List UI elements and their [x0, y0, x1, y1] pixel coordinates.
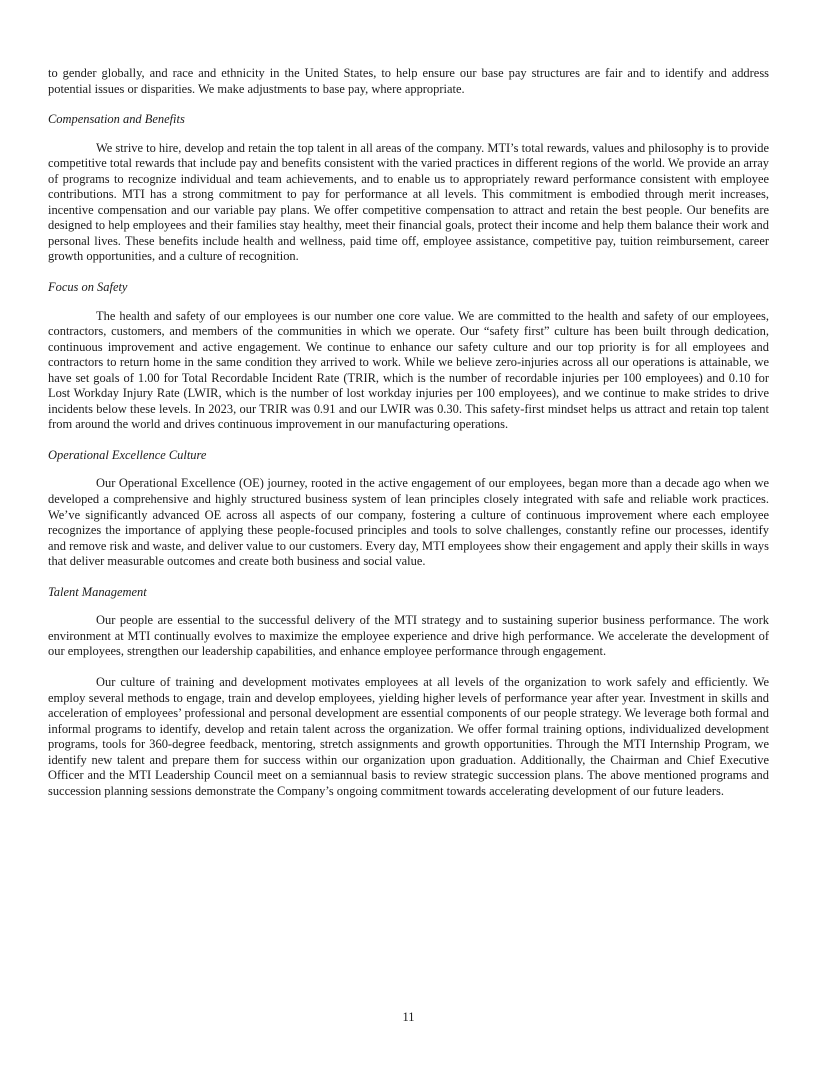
talent-management-paragraph-2: Our culture of training and development motivates employees at all levels of the organization to work safely and efficiently. We employ several methods to engage, train and develop employees, yielding higher levels of performance year after year. Investment in skills and acceleration of employees’ professional and personal development are essential components of our people strategy. We leverage both formal and informal programs to identify, develop and retain talent across the organization. We offer formal training options, individualized development programs, tools for 360-degree feedback, mentoring, stretch assignments and growth opportunities. Through the MTI Internship Program, we identify new talent and prepare them for success within our organization upon graduation. Additionally, the Chairman and Chief Executive Officer and the MTI Leadership Council meet on a semiannual basis to review strategic succession plans. The above mentioned programs and succession planning sessions demonstrate the Company’s ongoing commitment towards accelerating development of our future leaders. [48, 674, 769, 798]
section-heading-safety: Focus on Safety [48, 280, 128, 295]
section-heading-operational-excellence: Operational Excellence Culture [48, 447, 207, 462]
talent-management-paragraph-1: Our people are essential to the successful delivery of the MTI strategy and to sustaining superior business performance. The work environment at MTI continually evolves to maximize the employee experience and drive high performance. We accelerate the development of our employees, strengthen our leadership capabilities, and enhance employee performance through engagement. [48, 613, 769, 659]
page-number: 11 [402, 1010, 415, 1024]
section-heading-talent-management: Talent Management [48, 584, 147, 599]
intro-paragraph: to gender globally, and race and ethnicity in the United States, to help ensure our base pay structures are fair and to identify and address potential issues or disparities. We make adjustments to base pay, where appropriate. [48, 66, 769, 96]
operational-excellence-paragraph: Our Operational Excellence (OE) journey, rooted in the active engagement of our employees, began more than a decade ago when we developed a comprehensive and highly structured business system of lean principles closely integrated with safe and reliable work practices. We’ve significantly advanced OE across all aspects of our company, fostering a culture of continuous improvement where each employee recognizes the importance of applying these people-focused principles and tools to solve challenges, constantly refine our processes, identify and remove risk and waste, and deliver value to our customers. Every day, MTI employees show their engagement and apply their skills in ways that deliver measurable outcomes and create both business and social value. [48, 476, 769, 569]
section-heading-compensation: Compensation and Benefits [48, 112, 185, 127]
safety-paragraph: The health and safety of our employees is our number one core value. We are committed to the health and safety of our employees, contractors, customers, and members of the communities in which we operate. Our “safety first” culture has been built through dedication, continuous improvement and active engagement. We continue to enhance our safety culture and our top priority is for all employees and contractors to return home in the same condition they arrived to work. While we believe zero-injuries across all our operations is attainable, we have set goals of 1.00 for Total Recordable Incident Rate (TRIR, which is the number of recordable injuries per 100 employees) and 0.10 for Lost Workday Injury Rate (LWIR, which is the number of lost workday injuries per 100 employees), and we continue to make strides to drive incidents below these levels. In 2023, our TRIR was 0.91 and our LWIR was 0.30. This safety-first mindset helps us attract and retain top talent from around the world and drives continuous improvement in our manufacturing operations. [48, 308, 769, 432]
compensation-paragraph: We strive to hire, develop and retain the top talent in all areas of the company. MTI’s total rewards, values and philosophy is to provide competitive total rewards that include pay and benefits consistent with the varied practices in different regions of the world. We provide an array of programs to recognize individual and team achievements, and to enable us to appropriately reward performance consistent with employee contributions. MTI has a strong commitment to pay for performance at all levels. This commitment is embodied through merit increases, incentive compensation and our variable pay plans. We offer competitive compensation to attract and retain the best people. Our benefits are designed to help employees and their families stay healthy, meet their financial goals, protect their income and help them balance their work and personal lives. These benefits include health and wellness, paid time off, employee assistance, competitive pay, tuition reimbursement, career growth opportunities, and a culture of recognition. [48, 140, 769, 264]
document-page [48, 66, 769, 799]
